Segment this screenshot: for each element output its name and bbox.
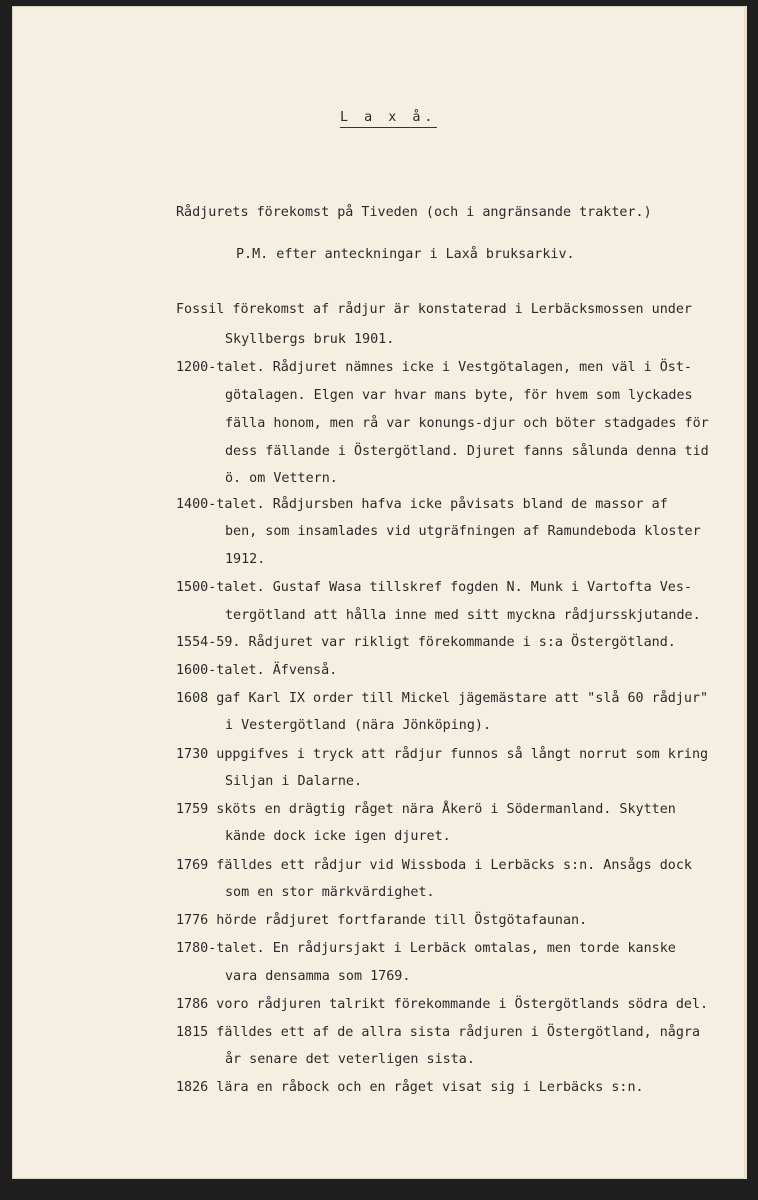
- text-line: 1912.: [225, 552, 266, 567]
- text-line: dess fällande i Östergötland. Djuret fanns sålunda denna tid: [225, 444, 709, 459]
- text-line: 1730 uppgifves i tryck att rådjur funnos så långt norrut som kring: [176, 747, 709, 762]
- text-line: 1769 fälldes ett rådjur vid Wissboda i Lerbäcks s:n. Ansågs dock: [176, 858, 692, 873]
- text-line: som en stor märkvärdighet.: [225, 885, 435, 900]
- text-line: Siljan i Dalarne.: [225, 774, 363, 789]
- text-line: 1608 gaf Karl IX order till Mickel jägemästare att "slå 60 rådjur": [176, 691, 709, 706]
- text-line: 1780-talet. En rådjursjakt i Lerbäck omtalas, men torde kanske: [176, 941, 676, 956]
- text-line: götalagen. Elgen var hvar mans byte, för hvem som lyckades: [225, 388, 693, 403]
- text-line: år senare det veterligen sista.: [225, 1052, 475, 1067]
- text-line: ö. om Vettern.: [225, 471, 338, 486]
- text-line: tergötland att hålla inne med sitt myckna rådjursskjutande.: [225, 608, 701, 623]
- document-page: [12, 6, 747, 1179]
- text-line: 1759 sköts en drägtig råget nära Åkerö i Södermanland. Skytten: [176, 802, 676, 817]
- document-title: L a x å.: [340, 110, 437, 128]
- document-heading: Rådjurets förekomst på Tiveden (och i angränsande trakter.): [176, 205, 652, 220]
- text-line: 1554-59. Rådjuret var rikligt förekommande i s:a Östergötland.: [176, 635, 676, 650]
- text-line: kände dock icke igen djuret.: [225, 829, 451, 844]
- text-line: Skyllbergs bruk 1901.: [225, 332, 395, 347]
- typed-document: [12, 6, 747, 1179]
- text-line: 1400-talet. Rådjursben hafva icke påvisats bland de massor af: [176, 497, 668, 512]
- text-line: Fossil förekomst af rådjur är konstaterad i Lerbäcksmossen under: [176, 302, 692, 317]
- text-line: ben, som insamlades vid utgräfningen af Ramundeboda kloster: [225, 524, 701, 539]
- document-subheading: P.M. efter anteckningar i Laxå bruksarkiv.: [236, 247, 575, 262]
- text-line: 1826 lära en råbock och en råget visat sig i Lerbäcks s:n.: [176, 1080, 644, 1095]
- text-line: fälla honom, men rå var konungs-djur och böter stadgades för: [225, 416, 709, 431]
- text-line: 1776 hörde rådjuret fortfarande till Östgötafaunan.: [176, 913, 588, 928]
- text-line: 1500-talet. Gustaf Wasa tillskref fogden N. Munk i Vartofta Ves-: [176, 580, 692, 595]
- text-line: 1200-talet. Rådjuret nämnes icke i Vestgötalagen, men väl i Öst-: [176, 360, 692, 375]
- text-line: i Vestergötland (nära Jönköping).: [225, 718, 492, 733]
- text-line: 1600-talet. Äfvenså.: [176, 663, 338, 678]
- text-line: vara densamma som 1769.: [225, 969, 411, 984]
- text-line: 1815 fälldes ett af de allra sista rådjuren i Östergötland, några: [176, 1025, 701, 1040]
- text-line: 1786 voro rådjuren talrikt förekommande i Östergötlands södra del.: [176, 997, 709, 1012]
